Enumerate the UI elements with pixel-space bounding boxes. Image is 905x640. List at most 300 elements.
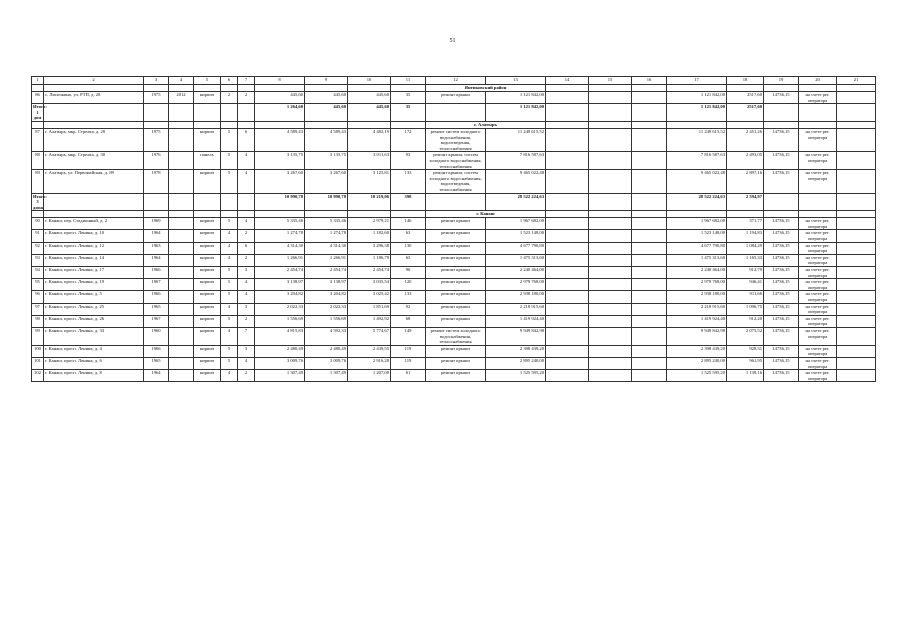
table-cell bbox=[632, 370, 667, 382]
table-cell bbox=[426, 104, 486, 122]
table-cell: 1967 bbox=[144, 279, 169, 291]
table-cell: 87 bbox=[32, 128, 44, 151]
table-row bbox=[32, 327, 876, 345]
table-cell: 14736,15 bbox=[764, 230, 799, 242]
column-number: 2 bbox=[44, 77, 144, 85]
table-cell: 14736,15 bbox=[764, 254, 799, 266]
table-cell: ремонт крыши, систем холодного водоснабжения, теплоснабжения bbox=[426, 152, 486, 170]
table-cell bbox=[837, 104, 876, 122]
table-cell bbox=[632, 128, 667, 151]
table-cell: 1964 bbox=[144, 230, 169, 242]
table-cell: 14736,15 bbox=[764, 92, 799, 104]
empty-cell bbox=[667, 85, 727, 92]
table-cell bbox=[221, 104, 238, 122]
table-cell: 98 bbox=[32, 315, 44, 327]
table-cell: 1969 bbox=[144, 218, 169, 230]
table-cell: 946,41 bbox=[727, 279, 764, 291]
capital-repair-table bbox=[31, 76, 876, 382]
table-cell: 100 bbox=[32, 345, 44, 357]
table-cell bbox=[221, 193, 238, 211]
table-cell bbox=[632, 242, 667, 254]
empty-cell bbox=[144, 121, 169, 128]
table-cell: кирпич bbox=[194, 303, 221, 315]
empty-cell bbox=[238, 121, 255, 128]
empty-cell bbox=[44, 85, 144, 92]
empty-cell bbox=[169, 211, 194, 218]
table-cell bbox=[546, 370, 589, 382]
table-cell: 2517,60 bbox=[727, 92, 764, 104]
table-cell bbox=[169, 303, 194, 315]
table-cell bbox=[632, 315, 667, 327]
table-cell: 7 816 587,63 bbox=[486, 152, 546, 170]
table-cell: 14736,15 bbox=[764, 218, 799, 230]
table-cell: 120 bbox=[391, 279, 426, 291]
table-cell: на счете рег. оператора bbox=[799, 279, 837, 291]
table-cell bbox=[169, 170, 194, 193]
empty-cell bbox=[546, 85, 589, 92]
table-cell: кирпич bbox=[194, 357, 221, 369]
table-cell: 146 bbox=[391, 218, 426, 230]
table-cell bbox=[546, 128, 589, 151]
table-cell: 2 897,16 bbox=[727, 170, 764, 193]
table-cell: г. Канаш, просп. Ленина, д. 26 bbox=[44, 315, 144, 327]
table-cell: 1 121 842,00 bbox=[667, 104, 727, 122]
table-cell: 5 bbox=[221, 345, 238, 357]
table-cell: 1 525 595,20 bbox=[667, 370, 727, 382]
table-cell: на счете рег. оператора bbox=[799, 218, 837, 230]
table-cell bbox=[799, 104, 837, 122]
table-cell: 3 267,60 bbox=[305, 170, 348, 193]
table-cell: 1 121 842,00 bbox=[667, 92, 727, 104]
table-cell: ремонт крыши bbox=[426, 267, 486, 279]
table-cell: 912,79 bbox=[727, 267, 764, 279]
table-cell: 3 011,63 bbox=[348, 152, 391, 170]
table-cell bbox=[589, 291, 632, 303]
table-cell: 35 bbox=[391, 104, 426, 122]
column-number: 13 bbox=[486, 77, 546, 85]
table-cell: 14736,15 bbox=[764, 279, 799, 291]
table-cell: 1966 bbox=[144, 291, 169, 303]
table-cell: 1 556,69 bbox=[305, 315, 348, 327]
table-cell: на счете рег. оператора bbox=[799, 315, 837, 327]
table-cell bbox=[632, 92, 667, 104]
table-cell: на счете рег. оператора bbox=[799, 254, 837, 266]
table-cell bbox=[837, 92, 876, 104]
table-cell: Итого: 3 дома bbox=[33, 193, 47, 210]
table-cell: ремонт систем холодного водоснабжения, водоотведения, теплоснабжения bbox=[426, 128, 486, 151]
table-cell: на счете рег. оператора bbox=[799, 345, 837, 357]
table-cell: 130 bbox=[391, 242, 426, 254]
table-cell bbox=[589, 152, 632, 170]
table-cell: 1975 bbox=[144, 128, 169, 151]
table-cell bbox=[837, 230, 876, 242]
table-cell: 1976 bbox=[144, 152, 169, 170]
table-cell: ремонт крыши bbox=[426, 357, 486, 369]
table-cell: г. Алатырь, ул. Первомайская, д. 89 bbox=[44, 170, 144, 193]
table-cell: 4 314,30 bbox=[305, 242, 348, 254]
page-number: 51 bbox=[449, 38, 456, 44]
table-row bbox=[32, 218, 876, 230]
table-cell: 3 bbox=[238, 267, 255, 279]
table-cell bbox=[144, 193, 169, 211]
table-cell bbox=[169, 193, 194, 211]
table-cell: 28 522 224,63 bbox=[486, 193, 546, 211]
table-cell: 92 bbox=[32, 242, 44, 254]
table-cell: 92 bbox=[391, 303, 426, 315]
table-cell: 2 594,97 bbox=[727, 193, 764, 211]
empty-cell bbox=[799, 211, 837, 218]
table-cell: 95 bbox=[32, 279, 44, 291]
table-cell: 91 bbox=[32, 230, 44, 242]
table-cell: 5 bbox=[221, 218, 238, 230]
table-cell: 93 bbox=[32, 254, 44, 266]
table-cell: 3 138,97 bbox=[255, 279, 305, 291]
table-cell: с. Лисичкино, ул. РТП, д. 28 bbox=[44, 92, 144, 104]
table-cell: 911,66 bbox=[727, 291, 764, 303]
table-cell bbox=[169, 345, 194, 357]
table-cell: 445,60 bbox=[255, 92, 305, 104]
table-cell: 4 bbox=[221, 230, 238, 242]
empty-cell bbox=[255, 121, 305, 128]
table-cell bbox=[546, 327, 589, 345]
table-cell bbox=[589, 193, 632, 211]
table-cell: г. Канаш, просп. Ленина, д. 5 bbox=[44, 291, 144, 303]
table-cell: 9 465 022,48 bbox=[486, 170, 546, 193]
table-cell: 11 249 615,52 bbox=[486, 128, 546, 151]
table-cell bbox=[589, 279, 632, 291]
table-cell: кирпич bbox=[194, 267, 221, 279]
table-cell: 3 135,75 bbox=[305, 152, 348, 170]
table-cell bbox=[589, 242, 632, 254]
table-cell: 1 556,69 bbox=[255, 315, 305, 327]
table-cell bbox=[632, 357, 667, 369]
table-cell: 97 bbox=[32, 303, 44, 315]
table-cell: 3 035,54 bbox=[348, 279, 391, 291]
table-cell bbox=[632, 152, 667, 170]
region-header-row bbox=[32, 85, 876, 92]
table-cell: 4 677 790,80 bbox=[486, 242, 546, 254]
table-cell: кирпич bbox=[194, 291, 221, 303]
table-cell: 2 bbox=[238, 92, 255, 104]
table-cell: кирпич bbox=[194, 218, 221, 230]
table-cell: кирпич bbox=[194, 170, 221, 193]
table-cell: на счете рег. оператора bbox=[799, 303, 837, 315]
table-cell bbox=[169, 267, 194, 279]
table-cell: 14736,15 bbox=[764, 128, 799, 151]
empty-cell bbox=[32, 85, 44, 92]
table-cell: 2517,60 bbox=[727, 104, 764, 122]
table-cell bbox=[546, 218, 589, 230]
table-cell bbox=[764, 193, 799, 211]
table-cell bbox=[632, 254, 667, 266]
table-cell: 1 139,16 bbox=[727, 370, 764, 382]
table-cell bbox=[837, 345, 876, 357]
empty-cell bbox=[667, 211, 727, 218]
table-cell bbox=[169, 279, 194, 291]
table-cell: 1 121 842,00 bbox=[486, 104, 546, 122]
table-cell bbox=[632, 291, 667, 303]
table-cell: 2 938 180,00 bbox=[667, 291, 727, 303]
table-cell: 928,31 bbox=[727, 345, 764, 357]
table-cell bbox=[144, 104, 169, 122]
region-header-row bbox=[32, 211, 876, 218]
table-cell: 5 335,46 bbox=[255, 218, 305, 230]
table-cell bbox=[837, 327, 876, 345]
table-cell: г. Канаш, просп. Ленина, д. 4 bbox=[44, 345, 144, 357]
table-cell: 2 916,28 bbox=[348, 357, 391, 369]
empty-cell bbox=[546, 211, 589, 218]
table-cell: ремонт систем холодного водоснабжения, теплоснабжения bbox=[426, 327, 486, 345]
table-cell: 1 419 924,40 bbox=[667, 315, 727, 327]
table-cell: 14736,15 bbox=[764, 315, 799, 327]
empty-cell bbox=[348, 121, 391, 128]
table-cell bbox=[589, 170, 632, 193]
table-cell: 2 240 464,00 bbox=[667, 267, 727, 279]
table-cell: 1 967 682,00 bbox=[667, 218, 727, 230]
empty-cell bbox=[589, 121, 632, 128]
table-cell: 2 022,33 bbox=[255, 303, 305, 315]
table-cell bbox=[589, 327, 632, 345]
table-cell: ремонт крыши bbox=[426, 218, 486, 230]
table-cell bbox=[837, 254, 876, 266]
empty-cell bbox=[44, 211, 144, 218]
table-cell: 5 bbox=[221, 170, 238, 193]
empty-cell bbox=[727, 121, 764, 128]
column-number: 21 bbox=[837, 77, 876, 85]
table-cell: г. Канаш, просп. Ленина, д. 6 bbox=[44, 357, 144, 369]
table-cell: г. Алатырь, мкр. Стрелка, д. 30 bbox=[44, 152, 144, 170]
empty-cell bbox=[589, 211, 632, 218]
table-cell: 2 895 240,00 bbox=[667, 357, 727, 369]
table-cell bbox=[837, 170, 876, 193]
table-cell: г. Канаш, просп. Ленина, д. 14 bbox=[44, 254, 144, 266]
table-row bbox=[32, 128, 876, 151]
table-cell bbox=[632, 279, 667, 291]
table-cell: 119 bbox=[391, 357, 426, 369]
table-cell: на счете рег. оператора bbox=[799, 357, 837, 369]
table-cell: 14736,15 bbox=[764, 345, 799, 357]
column-number: 9 bbox=[305, 77, 348, 85]
table-cell: 35 bbox=[391, 92, 426, 104]
table-cell: кирпич bbox=[194, 128, 221, 151]
table-cell bbox=[546, 170, 589, 193]
table-row bbox=[32, 303, 876, 315]
table-cell: 4 bbox=[238, 152, 255, 170]
table-cell: 5 bbox=[221, 152, 238, 170]
table-cell bbox=[194, 193, 221, 211]
table-cell: на счете рег. оператора bbox=[799, 128, 837, 151]
empty-cell bbox=[764, 211, 799, 218]
table-cell: 4 482,19 bbox=[348, 128, 391, 151]
table-row bbox=[32, 242, 876, 254]
table-cell: 3 009,76 bbox=[305, 357, 348, 369]
table-cell: ремонт крыши bbox=[426, 291, 486, 303]
table-cell: 445,60 bbox=[305, 104, 348, 122]
table-cell: ремонт крыши bbox=[426, 303, 486, 315]
table-cell: 11 249 615,52 bbox=[667, 128, 727, 151]
table-cell: 119 bbox=[391, 345, 426, 357]
empty-cell bbox=[391, 85, 426, 92]
table-cell: 1 525 595,20 bbox=[486, 370, 546, 382]
table-cell: 89 bbox=[32, 170, 44, 193]
empty-cell bbox=[391, 211, 426, 218]
table-cell: 7 bbox=[238, 327, 255, 345]
empty-cell bbox=[221, 211, 238, 218]
table-cell: 2 493,05 bbox=[727, 152, 764, 170]
table-row bbox=[32, 357, 876, 369]
table-cell: 4 815,83 bbox=[255, 327, 305, 345]
empty-cell bbox=[391, 121, 426, 128]
table-cell bbox=[589, 254, 632, 266]
empty-cell bbox=[194, 121, 221, 128]
table-cell: 2 938 180,00 bbox=[486, 291, 546, 303]
total-row bbox=[32, 193, 876, 211]
table-cell: 1 274,78 bbox=[305, 230, 348, 242]
table-cell: ремонт крыши bbox=[426, 279, 486, 291]
table-cell bbox=[169, 370, 194, 382]
table-cell bbox=[837, 357, 876, 369]
table-cell: 1963 bbox=[144, 242, 169, 254]
column-number: 14 bbox=[546, 77, 589, 85]
empty-cell bbox=[837, 121, 876, 128]
column-number: 12 bbox=[426, 77, 486, 85]
table-cell: 3 bbox=[238, 345, 255, 357]
table-cell: 1964 bbox=[144, 254, 169, 266]
table-cell: 5 335,46 bbox=[305, 218, 348, 230]
table-cell bbox=[764, 104, 799, 122]
empty-cell bbox=[44, 121, 144, 128]
table-cell: 1 523 148,00 bbox=[486, 230, 546, 242]
empty-cell bbox=[727, 211, 764, 218]
empty-cell bbox=[32, 121, 44, 128]
table-cell: ремонт крыши bbox=[426, 254, 486, 266]
empty-cell bbox=[194, 211, 221, 218]
column-number: 1 bbox=[32, 77, 44, 85]
empty-cell bbox=[255, 211, 305, 218]
table-row bbox=[32, 170, 876, 193]
table-cell: ремонт крыши bbox=[426, 315, 486, 327]
table-cell bbox=[546, 357, 589, 369]
table-cell bbox=[632, 327, 667, 345]
column-number: 11 bbox=[391, 77, 426, 85]
table-cell: 1 084,29 bbox=[727, 242, 764, 254]
table-cell: 172 bbox=[391, 128, 426, 151]
table-row bbox=[32, 254, 876, 266]
table-cell: 9 949 842,98 bbox=[486, 327, 546, 345]
table-row bbox=[32, 345, 876, 357]
table-cell bbox=[589, 303, 632, 315]
table-cell bbox=[546, 230, 589, 242]
table-cell bbox=[169, 242, 194, 254]
table-cell: 3 025,42 bbox=[348, 291, 391, 303]
table-cell: г. Канаш, просп. Ленина, д. 17 bbox=[44, 267, 144, 279]
table-cell: 2 398 439,20 bbox=[486, 345, 546, 357]
table-cell bbox=[546, 242, 589, 254]
empty-cell bbox=[144, 85, 169, 92]
table-cell: 3 204,82 bbox=[255, 291, 305, 303]
table-cell: 14736,15 bbox=[764, 267, 799, 279]
table-cell: 3 bbox=[238, 303, 255, 315]
empty-cell bbox=[799, 121, 837, 128]
table-cell: г. Канаш, просп. Ленина, д. 33 bbox=[44, 327, 144, 345]
table-cell: панель bbox=[194, 152, 221, 170]
table-cell: на счете рег. оператора bbox=[799, 370, 837, 382]
region-label: Янтиковский район bbox=[426, 85, 546, 92]
table-cell bbox=[837, 267, 876, 279]
empty-cell bbox=[727, 85, 764, 92]
table-cell: 2 480,49 bbox=[305, 345, 348, 357]
empty-cell bbox=[764, 85, 799, 92]
table-cell bbox=[546, 254, 589, 266]
table-cell: 28 522 224,63 bbox=[667, 193, 727, 211]
table-cell: 1 207,00 bbox=[348, 370, 391, 382]
table-cell bbox=[546, 104, 589, 122]
table-cell bbox=[837, 370, 876, 382]
table-cell: г. Алатырь, мкр. Стрелка, д. 20 bbox=[44, 128, 144, 151]
table-cell: 1 307,49 bbox=[305, 370, 348, 382]
table-cell bbox=[632, 193, 667, 211]
region-header-row bbox=[32, 121, 876, 128]
table-cell: г. Канаш, просп. Ленина, д. 8 bbox=[44, 370, 144, 382]
table-cell: 2 bbox=[238, 315, 255, 327]
table-cell bbox=[837, 303, 876, 315]
region-label: г. Алатырь bbox=[426, 121, 546, 128]
table-cell: 2 bbox=[221, 92, 238, 104]
table-cell: 10 990,78 bbox=[305, 193, 348, 211]
table-cell: 14736,15 bbox=[764, 327, 799, 345]
table-cell bbox=[169, 291, 194, 303]
table-cell: 63 bbox=[391, 254, 426, 266]
column-number: 3 bbox=[144, 77, 169, 85]
table-cell bbox=[632, 170, 667, 193]
table-cell: 4 677 790,80 bbox=[667, 242, 727, 254]
table-cell bbox=[238, 104, 255, 122]
table-cell: ремонт крыши bbox=[426, 345, 486, 357]
table-cell: ремонт крыши, систем холодного водоснабжения, водоотведения, теплоснабжения bbox=[426, 170, 486, 193]
table-cell: 1 274,78 bbox=[255, 230, 305, 242]
table-cell: 4 589,43 bbox=[255, 128, 305, 151]
table-cell: 1 266,91 bbox=[255, 254, 305, 266]
table-cell: г. Канаш, просп. Ленина, д. 12 bbox=[44, 242, 144, 254]
table-cell: 2 451,26 bbox=[727, 128, 764, 151]
table-cell bbox=[426, 193, 486, 211]
table-cell bbox=[589, 315, 632, 327]
empty-cell bbox=[305, 85, 348, 92]
empty-cell bbox=[305, 211, 348, 218]
table-cell: 1 182,60 bbox=[348, 230, 391, 242]
column-number: 16 bbox=[632, 77, 667, 85]
table-cell: 4 bbox=[221, 370, 238, 382]
table-cell: 4 592,33 bbox=[305, 327, 348, 345]
empty-cell bbox=[238, 85, 255, 92]
empty-cell bbox=[667, 121, 727, 128]
table-row bbox=[32, 370, 876, 382]
table-cell: 14736,15 bbox=[764, 370, 799, 382]
table-cell: 1 194,83 bbox=[727, 230, 764, 242]
table-cell: 61 bbox=[391, 370, 426, 382]
table-cell: 2 022,33 bbox=[305, 303, 348, 315]
table-cell: 102 bbox=[32, 370, 44, 382]
region-label: г. Канаш bbox=[426, 211, 546, 218]
table-cell: Итого: 1 дом bbox=[33, 104, 47, 121]
table-cell: 2 480,49 bbox=[255, 345, 305, 357]
table-cell: 1 475 313,60 bbox=[667, 254, 727, 266]
table-cell: 133 bbox=[391, 291, 426, 303]
table-cell: 14736,15 bbox=[764, 291, 799, 303]
table-cell: 3 135,75 bbox=[255, 152, 305, 170]
empty-cell bbox=[632, 85, 667, 92]
table-cell bbox=[837, 279, 876, 291]
